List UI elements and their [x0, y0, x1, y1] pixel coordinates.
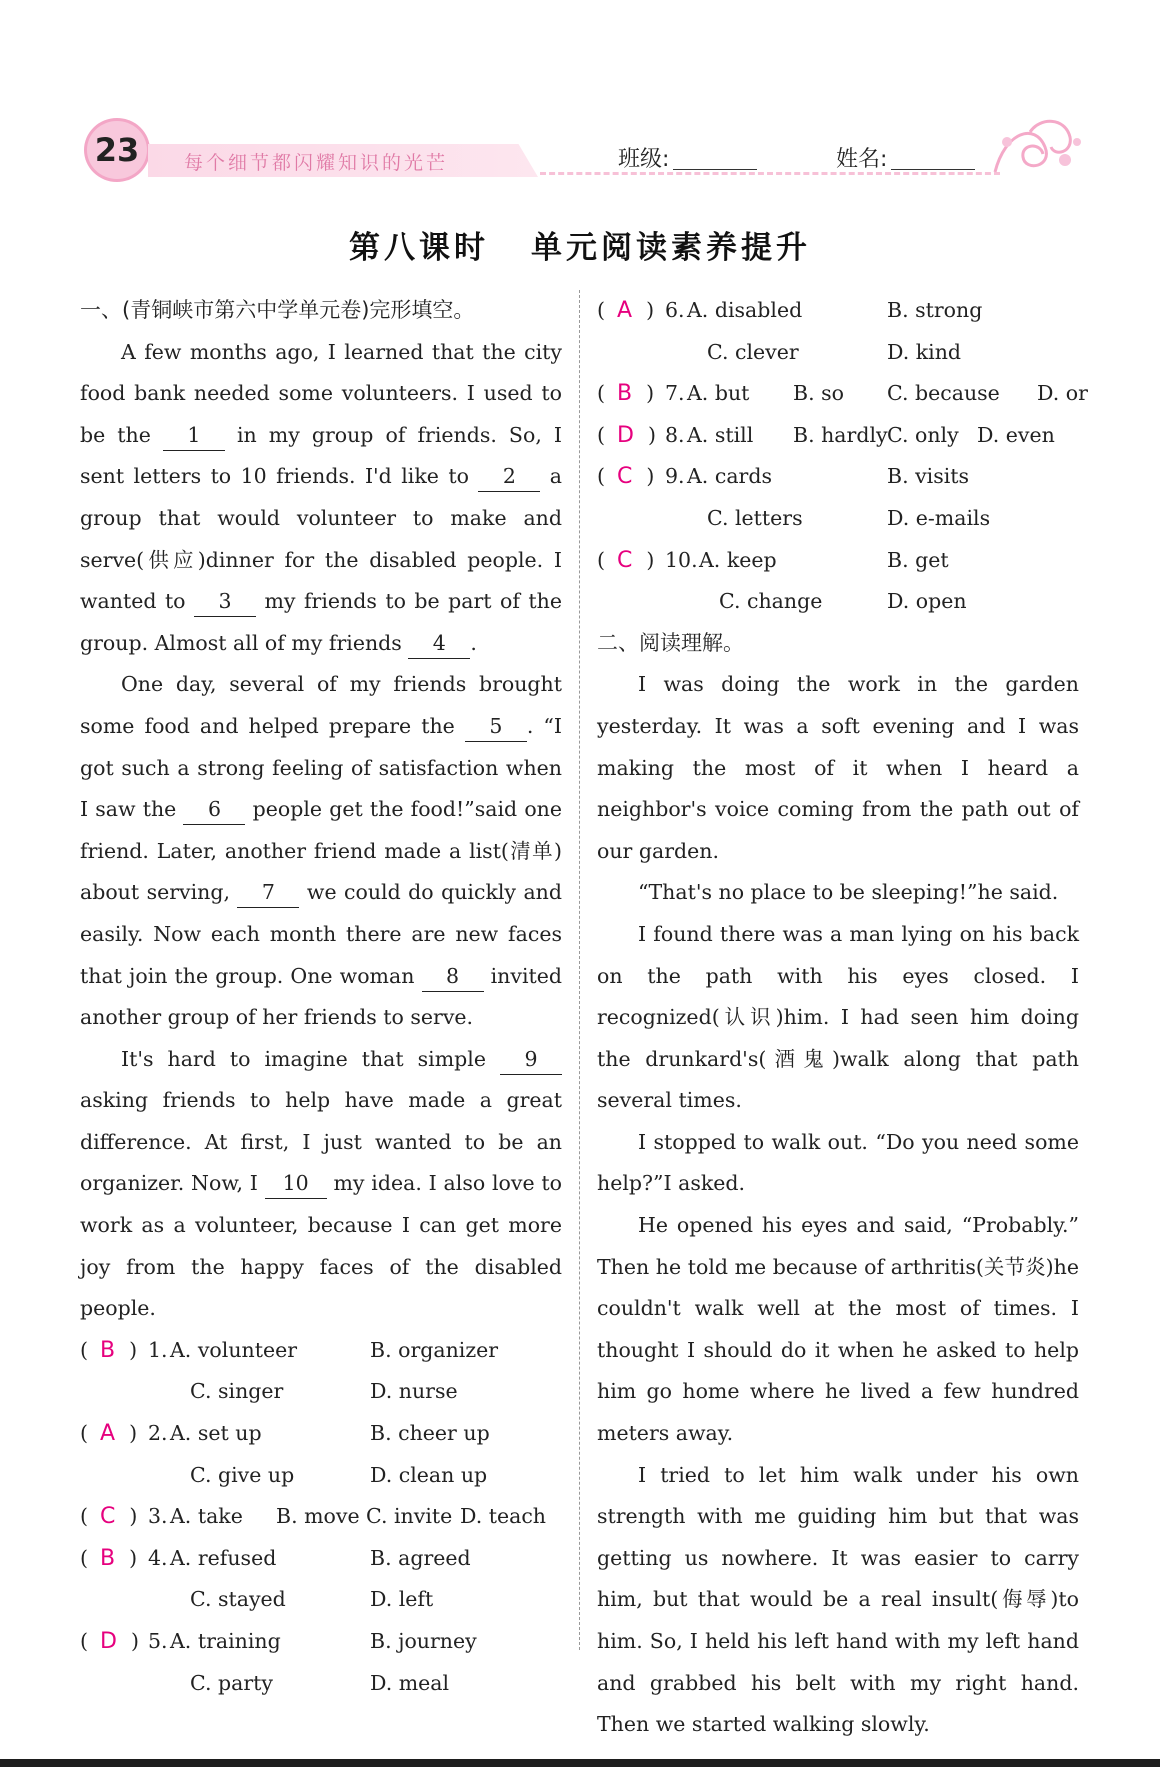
page-number: 23 — [84, 118, 150, 182]
option-c[interactable]: C. change — [719, 589, 823, 614]
blank-number: 8 — [422, 961, 484, 992]
blank-number: 7 — [237, 877, 299, 908]
question-row-continued — [80, 1663, 562, 1705]
option-a[interactable]: A. take — [170, 1504, 243, 1529]
bracket-open: ( — [80, 1629, 88, 1653]
bracket-open: ( — [597, 422, 605, 447]
question-number: 6. — [665, 298, 685, 322]
column-divider — [579, 290, 580, 1650]
option-b[interactable]: B. visits — [887, 464, 970, 489]
cloze-paragraph — [80, 664, 562, 1038]
paragraph-text: A few months ago, I learned that the city food bank needed some volunteers. I used to be the — [80, 339, 562, 447]
blank-number: 10 — [265, 1168, 327, 1199]
reading-paragraph: I tried to let him walk under his own strength with me guiding him but that was getting us nowhere. It was easier to carry him, but that would be a real insult(侮辱)to him. So, I held his left hand with my left hand and grabbed his belt with my right hand. Then we started walking slowly. — [597, 1462, 1079, 1737]
question-row-continued — [597, 498, 1079, 540]
answer-letter[interactable]: C — [100, 1504, 116, 1530]
option-a[interactable]: A. refused — [170, 1545, 277, 1570]
cloze-passage — [80, 332, 562, 1330]
blank-number: 1 — [163, 420, 225, 451]
answer-letter[interactable]: B — [617, 381, 633, 407]
bracket-close: ) — [130, 1629, 139, 1653]
question-row — [597, 373, 1088, 415]
paragraph-text: One day, several of my friends brought some food and helped prepare the — [80, 672, 562, 738]
question-row — [597, 540, 1079, 582]
option-c[interactable]: C. clever — [707, 339, 799, 364]
option-b[interactable]: B. strong — [887, 298, 983, 322]
answer-letter[interactable]: B — [100, 1545, 116, 1571]
question-number: 8. — [665, 422, 685, 447]
name-field[interactable] — [836, 142, 975, 173]
paragraph-text: my friends to be part of the group. Almost all of my friends — [80, 589, 562, 655]
question-number: 5. — [148, 1629, 168, 1653]
answer-bracket — [80, 1621, 139, 1663]
reading-paragraph: I stopped to walk out. “Do you need some help?”I asked. — [597, 1129, 1079, 1196]
bracket-close: ) — [129, 1504, 138, 1529]
blank-number: 3 — [194, 586, 256, 617]
option-b[interactable]: B. get — [887, 547, 949, 572]
option-d[interactable]: D. clean up — [370, 1462, 488, 1487]
question-number: 3. — [148, 1504, 168, 1529]
answer-letter[interactable]: D — [100, 1629, 117, 1654]
answer-letter[interactable]: A — [617, 298, 633, 323]
bracket-open: ( — [597, 298, 605, 322]
answer-bracket — [597, 456, 654, 498]
paragraph-text: people get the food!”said one friend. Later, another friend made a list(清单) about serving, — [80, 797, 562, 905]
class-label: 班级: — [618, 147, 670, 172]
question-row — [80, 1330, 562, 1372]
option-a[interactable]: A. training — [170, 1629, 281, 1653]
question-row-continued — [80, 1579, 562, 1621]
option-c[interactable]: C. stayed — [190, 1587, 286, 1612]
name-blank[interactable] — [891, 149, 975, 170]
reading-paragraph: I was doing the work in the garden yesterday. It was a soft evening and I was making the most of it when I heard a neighbor's voice coming from the path out of our garden. — [597, 672, 1079, 863]
bracket-open: ( — [597, 547, 605, 572]
paragraph-text: a group that would volunteer to make and serve(供应)dinner for the disabled people. I wanted to — [80, 464, 562, 614]
reading-passage — [597, 664, 1079, 1745]
bracket-open: ( — [80, 1421, 88, 1446]
question-number: 9. — [665, 464, 685, 489]
option-a[interactable]: A. keep — [699, 547, 777, 572]
question-number: 10. — [665, 547, 698, 572]
bracket-close: ) — [647, 422, 656, 447]
option-d[interactable]: D. even — [977, 422, 1055, 447]
question-row — [597, 456, 1079, 498]
option-b[interactable]: B. move — [276, 1504, 360, 1529]
question-number: 2. — [148, 1421, 168, 1446]
option-c[interactable]: C. give up — [190, 1462, 295, 1487]
answer-letter[interactable]: D — [617, 422, 634, 448]
option-a[interactable]: A. but — [687, 381, 750, 406]
section2-heading: 二、阅读理解。 — [597, 630, 744, 655]
left-column — [80, 290, 562, 1704]
questions-left — [80, 1330, 562, 1704]
answer-letter[interactable]: C — [617, 547, 633, 573]
option-c[interactable]: C. party — [190, 1670, 273, 1695]
right-column — [597, 290, 1088, 1746]
bracket-open: ( — [597, 464, 605, 489]
bracket-open: ( — [80, 1337, 88, 1362]
option-c[interactable]: C. only — [887, 422, 959, 447]
answer-letter[interactable]: C — [617, 464, 633, 490]
answer-bracket — [597, 540, 654, 582]
question-row-continued — [597, 581, 1079, 623]
bracket-close: ) — [646, 298, 655, 322]
bracket-close: ) — [646, 464, 655, 489]
title-topic: 单元阅读素养提升 — [531, 230, 811, 266]
questions-right — [597, 290, 1088, 623]
cloze-paragraph — [80, 332, 562, 665]
class-field[interactable] — [618, 142, 757, 173]
question-row — [80, 1413, 562, 1455]
question-number: 1. — [148, 1337, 168, 1362]
name-label: 姓名: — [836, 147, 888, 172]
question-row — [80, 1621, 562, 1663]
bracket-close: ) — [129, 1421, 138, 1446]
class-blank[interactable] — [673, 149, 757, 170]
option-c[interactable]: C. singer — [190, 1379, 284, 1404]
reading-paragraph: “That's no place to be sleeping!”he said. — [638, 880, 1059, 905]
option-c[interactable]: C. because — [887, 381, 1000, 406]
option-d[interactable]: D. meal — [370, 1670, 450, 1695]
option-c[interactable]: C. invite — [366, 1504, 453, 1529]
paragraph-text: we could do quickly and easily. Now each month there are new faces that join the group. One woman — [80, 880, 562, 988]
paragraph-text: . — [470, 630, 477, 655]
option-d[interactable]: D. e-mails — [887, 505, 991, 530]
blank-number: 9 — [500, 1044, 562, 1075]
bracket-open: ( — [80, 1504, 88, 1529]
bracket-open: ( — [597, 381, 605, 406]
option-b[interactable]: B. journey — [370, 1629, 477, 1653]
question-row — [597, 290, 1079, 332]
option-a[interactable]: A. cards — [687, 464, 772, 489]
option-b[interactable]: B. so — [793, 381, 844, 406]
blank-number: 5 — [465, 711, 527, 742]
answer-letter[interactable]: B — [100, 1337, 116, 1363]
paragraph-text: invited another group of her friends to serve. — [80, 963, 563, 1030]
paragraph-text: It's hard to imagine that simple — [121, 1046, 500, 1071]
bracket-close: ) — [646, 547, 655, 572]
page-title — [0, 222, 1160, 267]
answer-bracket — [80, 1496, 137, 1538]
option-c[interactable]: C. letters — [707, 505, 803, 530]
option-d[interactable]: D. teach — [460, 1504, 547, 1529]
option-a[interactable]: A. still — [687, 422, 754, 447]
answer-bracket — [80, 1330, 137, 1372]
answer-bracket — [80, 1413, 137, 1455]
option-a[interactable]: A. volunteer — [170, 1337, 298, 1362]
option-a[interactable]: A. set up — [170, 1421, 262, 1446]
option-d[interactable]: D. left — [370, 1587, 434, 1612]
blank-number: 2 — [478, 461, 540, 492]
option-b[interactable]: B. cheer up — [370, 1421, 490, 1446]
question-row — [80, 1496, 562, 1538]
answer-bracket — [597, 373, 654, 415]
slogan: 每个细节都闪耀知识的光芒 — [184, 152, 449, 174]
blank-number: 4 — [408, 628, 470, 659]
reading-paragraph: He opened his eyes and said, “Probably.” Then he told me because of arthritis(关节炎)he couldn't walk well at the most of times. I thought I should do it when he asked to help him go home where he lived a few hundred meters away. — [597, 1213, 1079, 1446]
question-number: 7. — [665, 381, 685, 406]
blank-number: 6 — [183, 794, 245, 825]
cloze-paragraph — [80, 1039, 562, 1330]
question-row — [80, 1538, 562, 1580]
option-b[interactable]: B. agreed — [370, 1545, 471, 1570]
question-row-continued — [80, 1371, 562, 1413]
floral-ornament-icon — [985, 112, 1085, 182]
bracket-close: ) — [129, 1545, 138, 1570]
option-d[interactable]: D. open — [887, 589, 967, 614]
title-lesson: 第八课时 — [349, 230, 489, 266]
option-d[interactable]: D. kind — [887, 339, 962, 364]
bottom-bar — [0, 1759, 1160, 1767]
bracket-close: ) — [646, 381, 655, 406]
bracket-open: ( — [80, 1545, 88, 1570]
answer-bracket — [597, 290, 654, 332]
paragraph-text: asking friends to help have made a great difference. At first, I just wanted to be an organizer. Now, I — [80, 1088, 562, 1196]
bracket-close: ) — [129, 1337, 138, 1362]
answer-letter[interactable]: A — [100, 1421, 116, 1447]
question-row — [597, 415, 1079, 457]
question-row-continued — [597, 332, 1079, 374]
paragraph-text: my idea. I also love to work as a volunteer, because I can get more joy from the happy faces of the disabled people. — [80, 1171, 562, 1321]
reading-paragraph: I found there was a man lying on his back on the path with his eyes closed. I recognized(认识)him. I had seen him doing the drunkard's(酒鬼)walk along that path several times. — [597, 921, 1079, 1113]
paragraph-text: . “I got such a strong feeling of satisfaction when I saw the — [80, 713, 562, 822]
option-d[interactable]: D. nurse — [370, 1379, 458, 1404]
question-row-continued — [80, 1455, 562, 1497]
paragraph-text: in my group of friends. So, I sent letters to 10 friends. I'd like to — [80, 422, 562, 489]
question-number: 4. — [148, 1545, 168, 1570]
option-d[interactable]: D. or — [1037, 381, 1088, 406]
option-b[interactable]: B. hardly — [793, 422, 888, 447]
answer-bracket — [597, 415, 656, 457]
option-a[interactable]: A. disabled — [687, 298, 803, 322]
answer-bracket — [80, 1538, 137, 1580]
section1-heading: 一、(青铜峡市第六中学单元卷)完形填空。 — [80, 298, 475, 322]
option-b[interactable]: B. organizer — [370, 1337, 499, 1362]
